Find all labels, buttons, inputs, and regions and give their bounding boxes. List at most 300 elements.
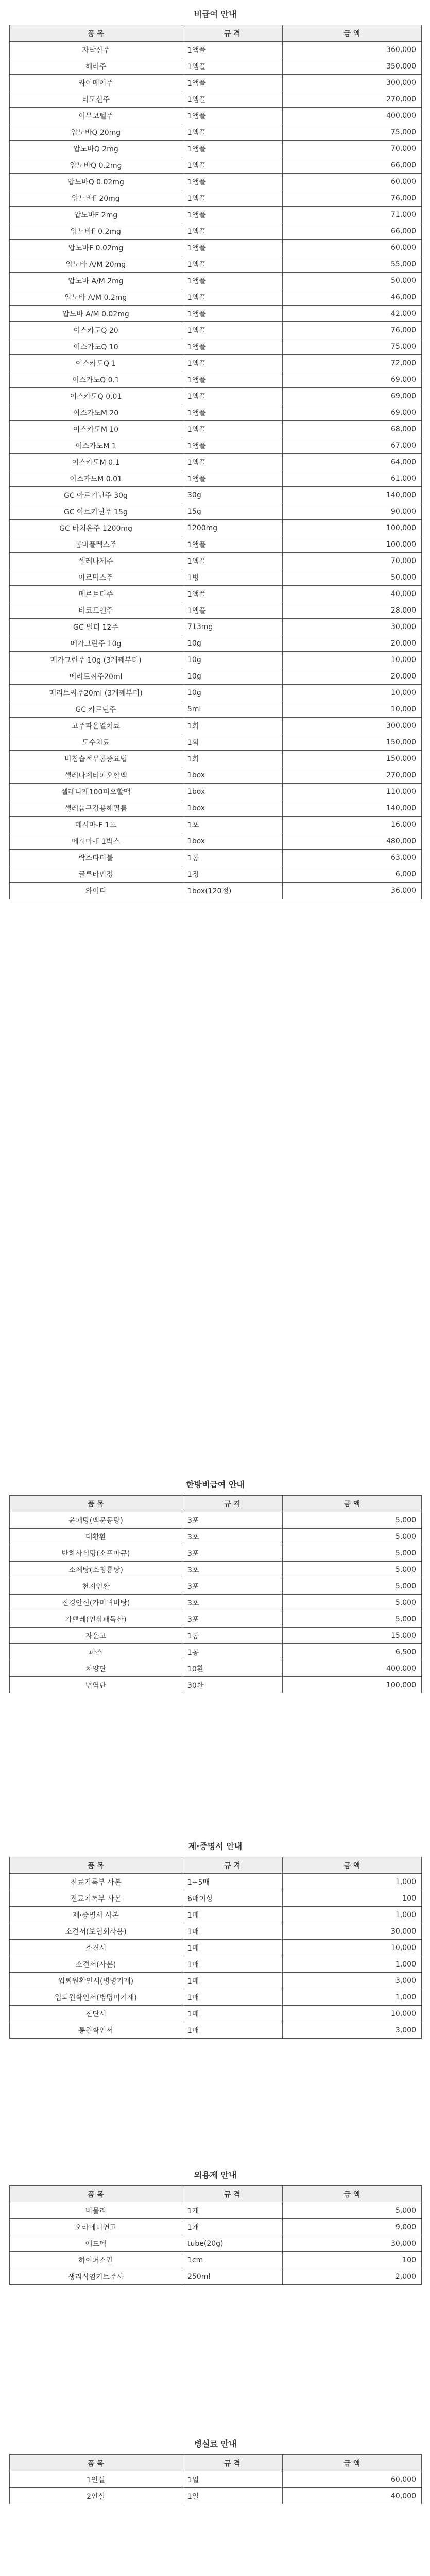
item-spec: 1매 <box>182 2022 283 2039</box>
table-row <box>10 108 422 124</box>
item-spec: 1앰플 <box>182 273 283 289</box>
item-spec: 1개 <box>182 2219 283 2235</box>
section-oriental-non-covered <box>9 1475 421 1693</box>
table-row <box>10 207 422 223</box>
item-spec: 1box <box>182 833 283 850</box>
item-name: 비코트엔주 <box>10 602 182 619</box>
table-row <box>10 2252 422 2268</box>
item-name: 메시마-F 1포 <box>10 817 182 833</box>
item-price: 75,000 <box>283 338 422 355</box>
item-name: 이스카도M 10 <box>10 421 182 437</box>
table-row <box>10 1973 422 1989</box>
item-price: 300,000 <box>283 718 422 734</box>
item-price: 36,000 <box>283 883 422 899</box>
table-row <box>10 569 422 586</box>
item-price: 5,000 <box>283 2202 422 2219</box>
item-spec: 1일 <box>182 2488 283 2504</box>
spec-header: 규 격 <box>182 1496 283 1512</box>
item-spec: 1앰플 <box>182 602 283 619</box>
item-price: 16,000 <box>283 817 422 833</box>
table-row <box>10 388 422 404</box>
item-spec: 6매이상 <box>182 1890 283 1907</box>
section-title: 외용제 안내 <box>194 2170 237 2180</box>
section-title: 한방비급여 안내 <box>186 1480 245 1489</box>
item-spec: 3포 <box>182 1562 283 1578</box>
item-name: 이스카도M 0.01 <box>10 470 182 487</box>
item-spec: 1회 <box>182 734 283 751</box>
item-spec: 1앰플 <box>182 306 283 322</box>
item-price: 69,000 <box>283 404 422 421</box>
item-spec: 1앰플 <box>182 223 283 240</box>
item-name: 진경안신(가미귀비탕) <box>10 1595 182 1611</box>
item-name: 싸이메어주 <box>10 75 182 91</box>
table-row <box>10 1660 422 1677</box>
table-row <box>10 1923 422 1940</box>
item-spec: 1포 <box>182 817 283 833</box>
table-header-row <box>10 1857 422 1874</box>
item-name: 1인실 <box>10 2471 182 2488</box>
item-name: GC 카르틴주 <box>10 701 182 718</box>
item-spec: 3포 <box>182 1545 283 1562</box>
item-price: 10,000 <box>283 652 422 668</box>
item-name: GC 아르기닌주 30g <box>10 487 182 503</box>
item-name: 셀레나제100퍼오할맥 <box>10 784 182 800</box>
item-price: 40,000 <box>283 2488 422 2504</box>
item-spec: 1매 <box>182 1940 283 1956</box>
table-row <box>10 58 422 75</box>
item-price: 50,000 <box>283 569 422 586</box>
table-row <box>10 322 422 338</box>
item-header: 품 목 <box>10 1496 182 1512</box>
item-price: 70,000 <box>283 553 422 569</box>
item-spec: 1앰플 <box>182 157 283 174</box>
item-spec: 3포 <box>182 1512 283 1529</box>
table-row <box>10 2268 422 2285</box>
item-name: GC 아르기닌주 15g <box>10 503 182 520</box>
item-price: 5,000 <box>283 1512 422 1529</box>
table-row <box>10 652 422 668</box>
item-price: 28,000 <box>283 602 422 619</box>
table-row <box>10 338 422 355</box>
item-name: 자닥신주 <box>10 42 182 58</box>
item-price: 72,000 <box>283 355 422 371</box>
item-name: 셀레나제티피오할맥 <box>10 767 182 784</box>
table-row <box>10 2006 422 2022</box>
item-spec: 1앰플 <box>182 108 283 124</box>
item-price: 150,000 <box>283 751 422 767</box>
item-name: 이스카도M 0.1 <box>10 454 182 470</box>
item-name: 입퇴원확인서(병명기재) <box>10 1973 182 1989</box>
item-name: GC 타치온주 1200mg <box>10 520 182 536</box>
table-row <box>10 1545 422 1562</box>
section-external-meds <box>9 2165 421 2285</box>
item-name: 메가그린주 10g (3개째부터) <box>10 652 182 668</box>
item-price: 40,000 <box>283 586 422 602</box>
table-row <box>10 1611 422 1628</box>
item-price: 30,000 <box>283 1923 422 1940</box>
table-row <box>10 553 422 569</box>
item-name: 메시마-F 1박스 <box>10 833 182 850</box>
item-spec: 1정 <box>182 866 283 883</box>
item-name: 헤리주 <box>10 58 182 75</box>
section-title: 병실료 안내 <box>194 2439 237 2449</box>
table-row <box>10 487 422 503</box>
item-name: 면역단 <box>10 1677 182 1693</box>
table-row <box>10 685 422 701</box>
item-name: 반하사심탕(소프마큐) <box>10 1545 182 1562</box>
table-row <box>10 751 422 767</box>
item-name: 이뮤코텔주 <box>10 108 182 124</box>
item-spec: 1매 <box>182 1973 283 1989</box>
item-price: 68,000 <box>283 421 422 437</box>
item-name: 통원확인서 <box>10 2022 182 2039</box>
item-price: 350,000 <box>283 58 422 75</box>
item-spec: 250ml <box>182 2268 283 2285</box>
item-spec: 1앰플 <box>182 421 283 437</box>
item-name: 압노바Q 20mg <box>10 124 182 141</box>
table-header-row <box>10 25 422 42</box>
table-row <box>10 223 422 240</box>
item-header: 품 목 <box>10 2186 182 2202</box>
table-row <box>10 1595 422 1611</box>
item-spec: 3포 <box>182 1611 283 1628</box>
item-header: 품 목 <box>10 1857 182 1874</box>
item-name: 이스카도M 1 <box>10 437 182 454</box>
table-row <box>10 404 422 421</box>
item-price: 46,000 <box>283 289 422 306</box>
item-price: 55,000 <box>283 256 422 273</box>
item-price: 66,000 <box>283 223 422 240</box>
item-name: 소견서 <box>10 1940 182 1956</box>
table-row <box>10 817 422 833</box>
item-spec: 1앰플 <box>182 586 283 602</box>
price-table <box>9 2454 422 2504</box>
item-price: 5,000 <box>283 1562 422 1578</box>
item-price: 60,000 <box>283 240 422 256</box>
item-name: 압노바Q 2mg <box>10 141 182 157</box>
item-name: 가쁘레(인삼패독산) <box>10 1611 182 1628</box>
item-price: 10,000 <box>283 1940 422 1956</box>
item-spec: 1앰플 <box>182 91 283 108</box>
item-price: 76,000 <box>283 322 422 338</box>
table-row <box>10 421 422 437</box>
item-spec: 1box(120정) <box>182 883 283 899</box>
item-name: 메리트씨주20ml <box>10 668 182 685</box>
table-row <box>10 157 422 174</box>
item-spec: 30환 <box>182 1677 283 1693</box>
table-row <box>10 1874 422 1890</box>
item-spec: 1회 <box>182 718 283 734</box>
item-price: 6,000 <box>283 866 422 883</box>
item-spec: 10g <box>182 685 283 701</box>
item-name: 입퇴원확인서(병명미기재) <box>10 1989 182 2006</box>
item-spec: 5ml <box>182 701 283 718</box>
item-spec: 1앰플 <box>182 289 283 306</box>
item-price: 64,000 <box>283 454 422 470</box>
table-row <box>10 833 422 850</box>
item-name: 압노바F 0.2mg <box>10 223 182 240</box>
item-price: 5,000 <box>283 1578 422 1595</box>
table-row <box>10 124 422 141</box>
item-name: 진료기록부 사본 <box>10 1890 182 1907</box>
item-price: 10,000 <box>283 2006 422 2022</box>
item-name: 소견서(보험회사용) <box>10 1923 182 1940</box>
item-name: 치양단 <box>10 1660 182 1677</box>
price-header: 금 액 <box>283 25 422 42</box>
table-row <box>10 718 422 734</box>
price-table <box>9 25 422 899</box>
item-spec: 3포 <box>182 1595 283 1611</box>
item-price: 5,000 <box>283 1529 422 1545</box>
item-spec: 1앰플 <box>182 174 283 190</box>
item-name: 아르믹스주 <box>10 569 182 586</box>
item-name: 압노바 A/M 20mg <box>10 256 182 273</box>
table-row <box>10 635 422 652</box>
item-price: 270,000 <box>283 767 422 784</box>
item-spec: 1앰플 <box>182 454 283 470</box>
item-name: 메리트씨주20ml (3개째부터) <box>10 685 182 701</box>
item-name: 고주파온열치료 <box>10 718 182 734</box>
item-price: 90,000 <box>283 503 422 520</box>
item-price: 67,000 <box>283 437 422 454</box>
item-spec: 10g <box>182 652 283 668</box>
item-spec: 1통 <box>182 1628 283 1644</box>
table-header-row <box>10 2455 422 2471</box>
section-room-fees <box>9 2434 421 2504</box>
table-row <box>10 75 422 91</box>
item-price: 5,000 <box>283 1595 422 1611</box>
item-spec: 713mg <box>182 619 283 635</box>
item-price: 140,000 <box>283 800 422 817</box>
item-spec: 1box <box>182 767 283 784</box>
item-price: 2,000 <box>283 2268 422 2285</box>
table-row <box>10 1644 422 1660</box>
item-price: 6,500 <box>283 1644 422 1660</box>
table-row <box>10 536 422 553</box>
table-row <box>10 734 422 751</box>
table-row <box>10 306 422 322</box>
item-name: 콤비플렉스주 <box>10 536 182 553</box>
table-row <box>10 2202 422 2219</box>
item-price: 5,000 <box>283 1545 422 1562</box>
item-price: 69,000 <box>283 371 422 388</box>
table-row <box>10 619 422 635</box>
table-row <box>10 2219 422 2235</box>
item-name: 와이디 <box>10 883 182 899</box>
item-spec: 30g <box>182 487 283 503</box>
item-name: 대황환 <box>10 1529 182 1545</box>
item-price: 42,000 <box>283 306 422 322</box>
item-name: GC 멀티 12주 <box>10 619 182 635</box>
item-price: 300,000 <box>283 75 422 91</box>
item-price: 30,000 <box>283 2235 422 2252</box>
item-price: 100,000 <box>283 520 422 536</box>
table-row <box>10 1562 422 1578</box>
item-price: 400,000 <box>283 108 422 124</box>
section-title: 비급여 안내 <box>194 9 237 19</box>
item-spec: 1매 <box>182 1956 283 1973</box>
item-price: 69,000 <box>283 388 422 404</box>
table-row <box>10 2235 422 2252</box>
item-spec: tube(20g) <box>182 2235 283 2252</box>
item-name: 메가그린주 10g <box>10 635 182 652</box>
item-name: 이스카도Q 10 <box>10 338 182 355</box>
table-row <box>10 174 422 190</box>
spec-header: 규 격 <box>182 1857 283 1874</box>
price-table <box>9 2185 422 2285</box>
item-price: 63,000 <box>283 850 422 866</box>
item-spec: 1앰플 <box>182 42 283 58</box>
table-row <box>10 273 422 289</box>
item-name: 자운고 <box>10 1628 182 1644</box>
item-price: 50,000 <box>283 273 422 289</box>
item-price: 480,000 <box>283 833 422 850</box>
item-price: 61,000 <box>283 470 422 487</box>
item-price: 400,000 <box>283 1660 422 1677</box>
item-name: 파스 <box>10 1644 182 1660</box>
table-row <box>10 2471 422 2488</box>
table-row <box>10 470 422 487</box>
table-row <box>10 602 422 619</box>
item-name: 셀레늄구강용해필름 <box>10 800 182 817</box>
item-name: 티모신주 <box>10 91 182 108</box>
item-spec: 1회 <box>182 751 283 767</box>
item-spec: 1앰플 <box>182 371 283 388</box>
table-row <box>10 454 422 470</box>
item-price: 100,000 <box>283 536 422 553</box>
table-row <box>10 1529 422 1545</box>
item-name: 천지인환 <box>10 1578 182 1595</box>
item-name: 이스카도Q 0.01 <box>10 388 182 404</box>
item-spec: 1앰플 <box>182 207 283 223</box>
item-name: 하이퍼스킨 <box>10 2252 182 2268</box>
table-row <box>10 1677 422 1693</box>
table-row <box>10 371 422 388</box>
item-spec: 15g <box>182 503 283 520</box>
section-non-covered <box>9 4 421 899</box>
item-spec: 1앰플 <box>182 124 283 141</box>
item-spec: 1앰플 <box>182 404 283 421</box>
item-price: 140,000 <box>283 487 422 503</box>
item-price: 100 <box>283 2252 422 2268</box>
table-row <box>10 2488 422 2504</box>
item-spec: 1매 <box>182 2006 283 2022</box>
price-header: 금 액 <box>283 2455 422 2471</box>
item-price: 20,000 <box>283 635 422 652</box>
item-spec: 1~5매 <box>182 1874 283 1890</box>
table-row <box>10 668 422 685</box>
item-name: 비침습적무통증요법 <box>10 751 182 767</box>
item-name: 오라메디연고 <box>10 2219 182 2235</box>
table-row <box>10 1907 422 1923</box>
price-table <box>9 1495 422 1693</box>
item-spec: 1앰플 <box>182 338 283 355</box>
item-name: 이스카도Q 1 <box>10 355 182 371</box>
item-price: 1,000 <box>283 1907 422 1923</box>
item-spec: 1매 <box>182 1989 283 2006</box>
item-name: 도수치료 <box>10 734 182 751</box>
item-spec: 3포 <box>182 1578 283 1595</box>
item-name: 소체탕(소청룡탕) <box>10 1562 182 1578</box>
table-row <box>10 701 422 718</box>
table-row <box>10 1956 422 1973</box>
item-name: 에드덱 <box>10 2235 182 2252</box>
item-price: 20,000 <box>283 668 422 685</box>
item-price: 9,000 <box>283 2219 422 2235</box>
item-price: 150,000 <box>283 734 422 751</box>
item-spec: 1앰플 <box>182 470 283 487</box>
item-spec: 1앰플 <box>182 355 283 371</box>
table-row <box>10 1578 422 1595</box>
item-name: 이스카도Q 0.1 <box>10 371 182 388</box>
price-header: 금 액 <box>283 1496 422 1512</box>
table-row <box>10 503 422 520</box>
table-row <box>10 883 422 899</box>
table-row <box>10 784 422 800</box>
table-row <box>10 1628 422 1644</box>
item-spec: 1앰플 <box>182 141 283 157</box>
table-row <box>10 2022 422 2039</box>
item-price: 60,000 <box>283 174 422 190</box>
table-row <box>10 256 422 273</box>
table-header-row <box>10 2186 422 2202</box>
item-spec: 1앰플 <box>182 553 283 569</box>
item-price: 71,000 <box>283 207 422 223</box>
item-spec: 10환 <box>182 1660 283 1677</box>
item-price: 15,000 <box>283 1628 422 1644</box>
table-header-row <box>10 1496 422 1512</box>
price-header: 금 액 <box>283 2186 422 2202</box>
item-price: 110,000 <box>283 784 422 800</box>
item-price: 60,000 <box>283 2471 422 2488</box>
item-spec: 1앰플 <box>182 322 283 338</box>
item-name: 락스타더블 <box>10 850 182 866</box>
table-row <box>10 240 422 256</box>
item-spec: 1앰플 <box>182 75 283 91</box>
item-spec: 3포 <box>182 1529 283 1545</box>
spec-header: 규 격 <box>182 2186 283 2202</box>
item-name: 소견서(사본) <box>10 1956 182 1973</box>
item-name: 압노바F 20mg <box>10 190 182 207</box>
item-name: 압노바Q 0.02mg <box>10 174 182 190</box>
table-row <box>10 141 422 157</box>
item-price: 1,000 <box>283 1989 422 2006</box>
item-spec: 1cm <box>182 2252 283 2268</box>
item-spec: 1box <box>182 800 283 817</box>
spec-header: 규 격 <box>182 2455 283 2471</box>
item-price: 270,000 <box>283 91 422 108</box>
item-price: 10,000 <box>283 685 422 701</box>
item-header: 품 목 <box>10 25 182 42</box>
item-name: 진단서 <box>10 2006 182 2022</box>
table-row <box>10 190 422 207</box>
item-name: 이스카도M 20 <box>10 404 182 421</box>
item-spec: 1매 <box>182 1907 283 1923</box>
item-price: 66,000 <box>283 157 422 174</box>
table-row <box>10 437 422 454</box>
item-name: 셀레나제주 <box>10 553 182 569</box>
item-spec: 1통 <box>182 850 283 866</box>
item-name: 생리식염키트주사 <box>10 2268 182 2285</box>
item-name: 압노바 A/M 2mg <box>10 273 182 289</box>
item-name: 버물리 <box>10 2202 182 2219</box>
item-spec: 1매 <box>182 1923 283 1940</box>
item-spec: 1앰플 <box>182 240 283 256</box>
item-spec: 1앰플 <box>182 190 283 207</box>
item-name: 글루타민정 <box>10 866 182 883</box>
section-title: 제·증명서 안내 <box>188 1841 243 1851</box>
item-price: 360,000 <box>283 42 422 58</box>
